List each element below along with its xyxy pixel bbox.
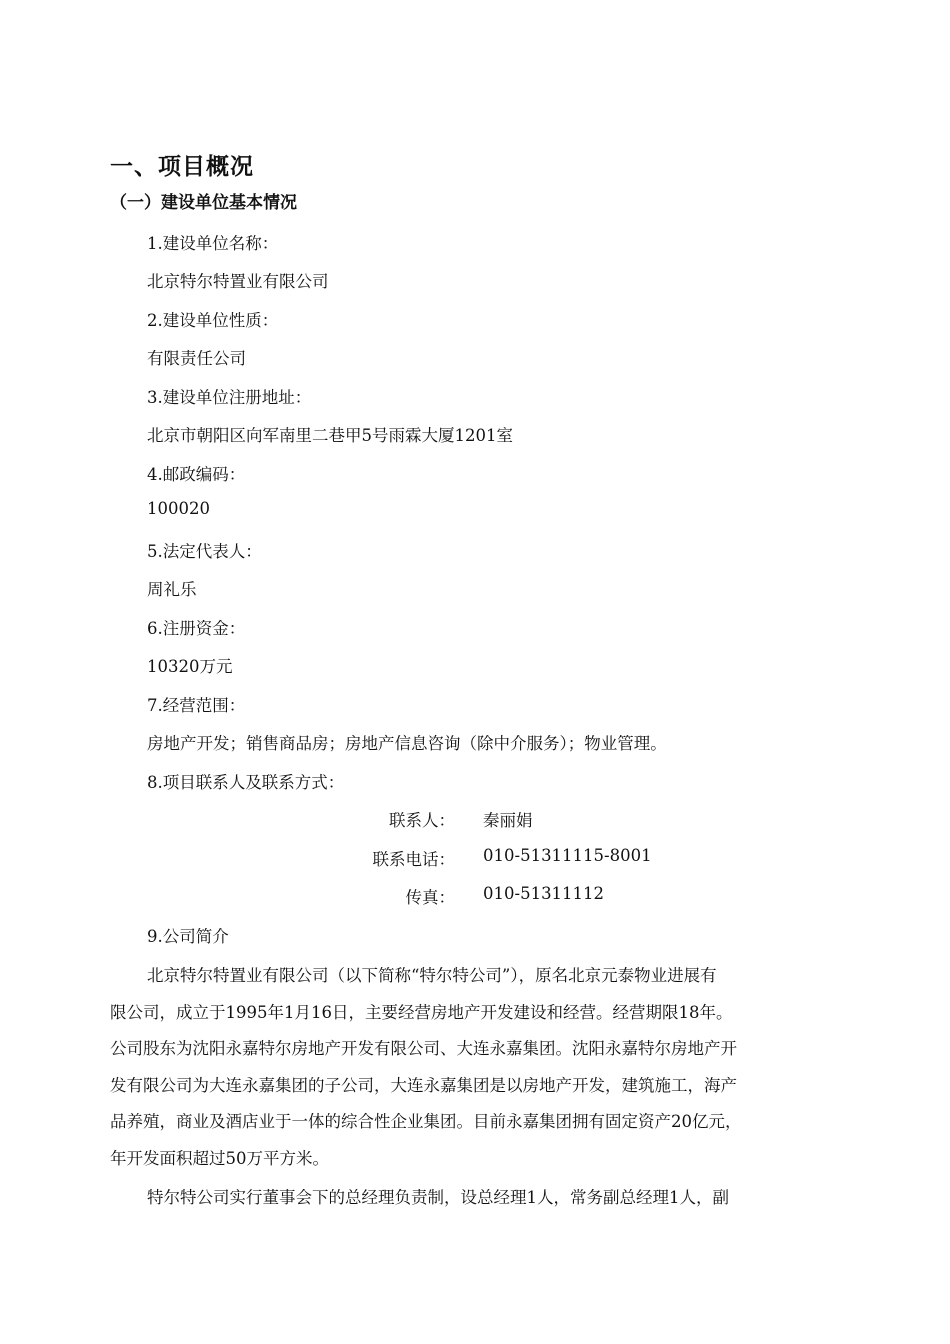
contact-fax-value: 010-51311112 <box>483 884 605 903</box>
item-value-scope: 房地产开发；销售商品房；房地产信息咨询（除中介服务）；物业管理。 <box>147 734 667 753</box>
intro-paragraph-1 <box>110 958 850 1177</box>
contact-heading: 8.项目联系人及联系方式： <box>147 773 345 792</box>
item-value-postcode: 100020 <box>147 499 210 518</box>
paragraph-line: 特尔特公司实行董事会下的总经理负责制，设总经理1人，常务副总经理1人，副 <box>147 1188 729 1207</box>
item-label-postcode: 4.邮政编码： <box>147 465 246 484</box>
intro-paragraph-2 <box>110 1180 850 1217</box>
item-label-scope: 7.经营范围： <box>147 696 246 715</box>
paragraph-line: 发有限公司为大连永嘉集团的子公司，大连永嘉集团是以房地产开发，建筑施工，海产 <box>110 1075 737 1095</box>
contact-person-value: 秦丽娟 <box>483 811 533 830</box>
item-value-nature: 有限责任公司 <box>147 349 246 368</box>
paragraph-line: 年开发面积超过50万平方米。 <box>110 1148 329 1168</box>
paragraph-line: 北京特尔特置业有限公司（以下简称“特尔特公司”），原名北京元泰物业进展有 <box>147 966 717 985</box>
section-title: 一、项目概况 <box>110 154 254 180</box>
item-value-capital: 10320万元 <box>147 657 233 676</box>
subsection-title: （一）建设单位基本情况 <box>110 193 297 213</box>
paragraph-line: 公司股东为沈阳永嘉特尔房地产开发有限公司、大连永嘉集团。沈阳永嘉特尔房地产开 <box>110 1039 737 1058</box>
item-value-address: 北京市朝阳区向军南里二巷甲5号雨霖大厦1201室 <box>147 426 513 445</box>
item-label-name: 1.建设单位名称： <box>147 234 279 253</box>
paragraph-line: 品养殖，商业及酒店业于一体的综合性企业集团。目前永嘉集团拥有固定资产20亿元， <box>110 1112 742 1131</box>
item-value-name: 北京特尔特置业有限公司 <box>147 272 329 291</box>
contact-phone-value: 010-51311115-8001 <box>483 846 652 865</box>
item-value-legal-rep: 周礼乐 <box>147 580 197 599</box>
item-label-nature: 2.建设单位性质： <box>147 311 279 330</box>
contact-fax-label: 传真： <box>405 888 455 907</box>
item-label-capital: 6.注册资金： <box>147 619 246 638</box>
paragraph-line: 限公司，成立于1995年1月16日，主要经营房地产开发建设和经营。经营期限18年。 <box>110 1002 733 1022</box>
intro-heading: 9.公司简介 <box>147 927 229 946</box>
contact-person-label: 联系人： <box>389 811 455 830</box>
contact-phone-label: 联系电话： <box>372 850 455 869</box>
item-label-legal-rep: 5.法定代表人： <box>147 542 262 561</box>
item-label-address: 3.建设单位注册地址： <box>147 388 312 407</box>
